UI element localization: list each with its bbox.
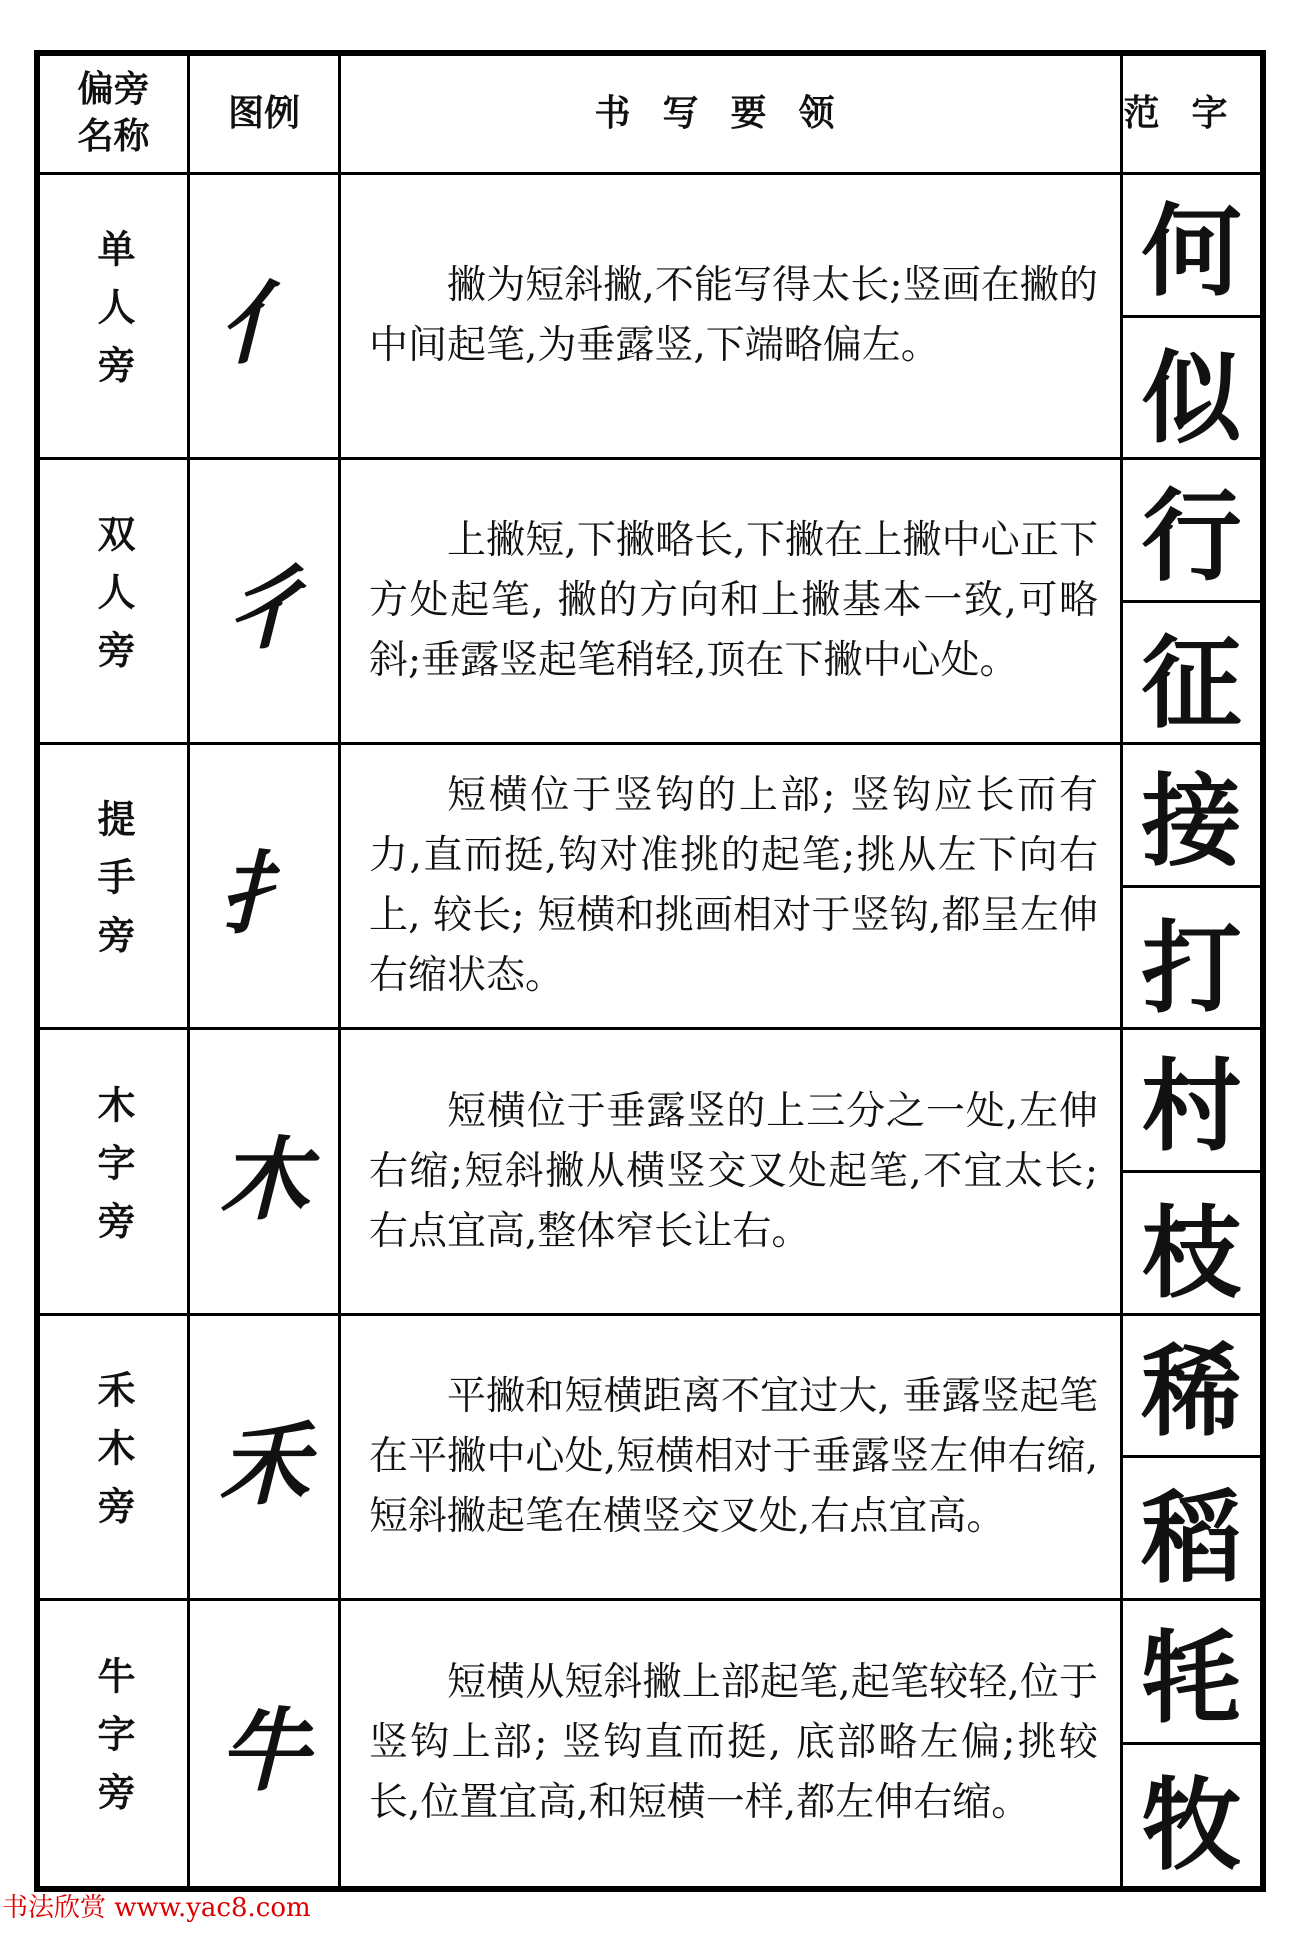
- radical-example: 牛: [219, 1698, 309, 1805]
- sample-char: 稀: [1123, 1316, 1260, 1459]
- radical-name-cell: [40, 1316, 190, 1601]
- radical-example-cell: [190, 175, 341, 460]
- radical-example-cell: [190, 1316, 341, 1601]
- radical-example-cell: [190, 460, 341, 745]
- radical-name-cell: [40, 745, 190, 1030]
- header-samples: 范字: [1123, 56, 1260, 175]
- radical-name: 双人旁: [91, 514, 135, 689]
- header-name: [40, 56, 190, 175]
- radical-name-cell: [40, 175, 190, 460]
- sample-char: 接: [1123, 745, 1260, 888]
- method-text: 短横位于竖钩的上部; 竖钩应长而有力,直而挺,钩对准挑的起笔;挑从左下向右上, 较长; 短横和挑画相对于竖钩,都呈左伸右缩状态。: [369, 773, 1098, 999]
- radical-name: 提手旁: [91, 799, 135, 974]
- samples-cell: [1123, 175, 1260, 460]
- method-cell: [341, 1030, 1123, 1315]
- method-cell: [341, 745, 1123, 1030]
- radical-example-cell: [190, 745, 341, 1030]
- method-cell: [341, 460, 1123, 745]
- radical-example: 亻: [219, 271, 309, 378]
- method-cell: [341, 175, 1123, 460]
- radical-example: 木: [219, 1126, 309, 1233]
- watermark: 书法欣赏 www.yac8.com: [2, 1893, 311, 1923]
- radical-table: [34, 50, 1266, 1892]
- radical-name-cell: [40, 460, 190, 745]
- radical-name: 木字旁: [91, 1084, 135, 1259]
- sample-char: 行: [1123, 460, 1260, 603]
- radical-name: 牛字旁: [91, 1656, 135, 1831]
- samples-cell: [1123, 460, 1260, 745]
- method-text: 平撇和短横距离不宜过大, 垂露竖起笔在平撇中心处,短横相对于垂露竖左伸右缩,短斜撇起笔在横竖交叉处,右点宜高。: [369, 1373, 1098, 1539]
- samples-cell: [1123, 1316, 1260, 1601]
- samples-cell: [1123, 1030, 1260, 1315]
- sample-char: 何: [1123, 175, 1260, 318]
- samples-cell: [1123, 1601, 1260, 1886]
- radical-name: 禾木旁: [91, 1369, 135, 1544]
- radical-name-cell: [40, 1601, 190, 1886]
- header-name-text: 偏旁名称: [77, 69, 150, 157]
- radical-example: 扌: [219, 841, 309, 948]
- method-text: 上撇短,下撇略长,下撇在上撇中心正下方处起笔, 撇的方向和上撇基本一致,可略斜;垂露竖起笔稍轻,顶在下撇中心处。: [369, 518, 1098, 684]
- sample-char: 征: [1141, 623, 1242, 742]
- method-text: 撇为短斜撇,不能写得太长;竖画在撇的中间起笔,为垂露竖,下端略偏左。: [369, 263, 1098, 369]
- sample-char: 枝: [1141, 1194, 1242, 1313]
- method-text: 短横从短斜撇上部起笔,起笔较轻,位于竖钩上部; 竖钩直而挺, 底部略左偏;挑较长,位置宜高,和短横一样,都左伸右缩。: [369, 1660, 1098, 1826]
- radical-example: 禾: [219, 1411, 309, 1518]
- sample-char: 牧: [1141, 1765, 1242, 1884]
- radical-example-cell: [190, 1601, 341, 1886]
- samples-cell: [1123, 745, 1260, 1030]
- radical-name: 单人旁: [91, 229, 135, 404]
- radical-example: 彳: [219, 556, 309, 663]
- radical-example-cell: [190, 1030, 341, 1315]
- method-cell: [341, 1316, 1123, 1601]
- header-method: 书写要领: [341, 56, 1123, 175]
- sample-char: 村: [1123, 1030, 1260, 1173]
- sample-char: 打: [1141, 908, 1242, 1027]
- method-cell: [341, 1601, 1123, 1886]
- method-text: 短横位于垂露竖的上三分之一处,左伸右缩;短斜撇从横竖交叉处起笔,不宜太长;右点宜高,整体窄长让右。: [369, 1088, 1098, 1254]
- header-example: 图例: [190, 56, 341, 175]
- radical-name-cell: [40, 1030, 190, 1315]
- sample-char: 牦: [1123, 1601, 1260, 1745]
- sample-char: 似: [1141, 338, 1242, 457]
- sample-char: 稻: [1141, 1479, 1242, 1598]
